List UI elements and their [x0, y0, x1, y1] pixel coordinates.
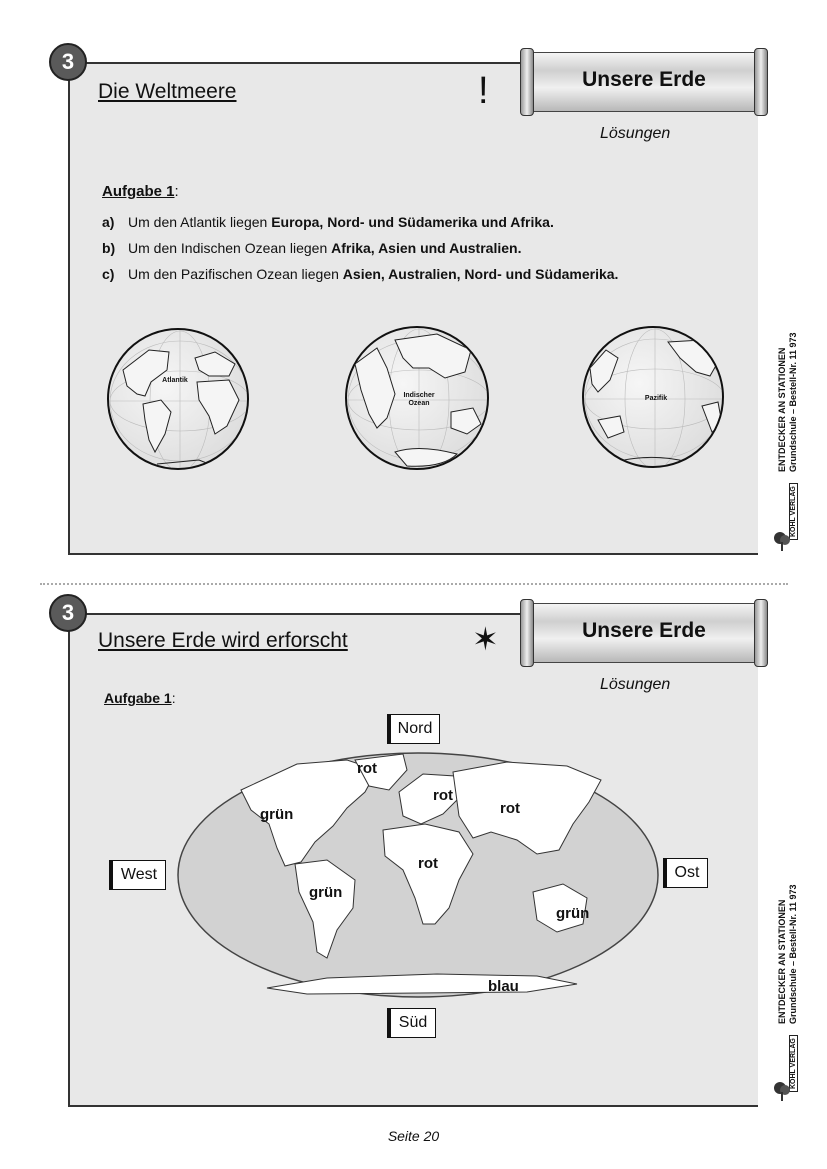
- answer-c: [102, 266, 618, 282]
- station-number-badge-1: 3: [49, 43, 87, 81]
- card-1-top-line: [68, 62, 520, 64]
- task-1-colon: :: [174, 183, 179, 200]
- direction-east-box: Ost: [666, 858, 708, 888]
- task-2-colon: :: [171, 690, 176, 706]
- map-label-europe: rot: [433, 787, 453, 804]
- page-number: Seite 20: [387, 1128, 440, 1144]
- side-publisher-text-2: [777, 884, 799, 1024]
- globe-indian-ocean-label: Indischer Ozean: [403, 392, 435, 407]
- answer-c-bold: Asien, Australien, Nord- und Südamerika.: [342, 266, 619, 282]
- exclamation-mark-icon: !: [478, 70, 489, 112]
- answer-b-bold: Afrika, Asien und Australien.: [331, 240, 522, 256]
- globe-atlantic-label: Atlantik: [162, 377, 188, 384]
- publisher-logo-1: KOHL VERLAG: [789, 483, 798, 540]
- map-label-asia: rot: [500, 800, 520, 817]
- solutions-subtitle-1: Lösungen: [600, 125, 671, 142]
- side-publisher-text-1: [777, 332, 799, 472]
- side-order-number-1: Grundschule – Bestell-Nr. 11 973: [788, 332, 798, 472]
- answer-b: [102, 240, 521, 256]
- answer-c-letter: c): [102, 266, 115, 282]
- publisher-logo-2: KOHL VERLAG: [789, 1035, 798, 1092]
- globe-pacific-label: Pazifik: [644, 395, 668, 402]
- answer-b-text: Um den Indischen Ozean liegen: [128, 240, 332, 256]
- map-label-greenland: rot: [357, 760, 377, 777]
- map-label-north-america: grün: [260, 806, 294, 823]
- map-label-south-america: grün: [309, 884, 343, 901]
- globe-atlantic: [107, 328, 249, 470]
- banner-2-text: Unsere Erde: [582, 619, 706, 642]
- star-icon: ✶: [472, 621, 499, 657]
- direction-north-box: Nord: [390, 714, 440, 744]
- station-number-badge-2: 3: [49, 594, 87, 632]
- globe-pacific: [582, 326, 724, 468]
- banner-2: [520, 603, 768, 665]
- task-2-heading: [104, 690, 176, 706]
- tree-logo-icon: [771, 1080, 793, 1102]
- banner-1: [520, 52, 768, 114]
- direction-west-box: West: [112, 860, 166, 890]
- globe-atlantic-map-icon: [109, 330, 249, 470]
- map-label-australia: grün: [556, 905, 590, 922]
- card-1-title: Die Weltmeere: [98, 80, 237, 103]
- card-2-top-line: [68, 613, 520, 615]
- answer-c-text: Um den Pazifischen Ozean liegen: [128, 266, 343, 282]
- task-1-label: Aufgabe 1: [102, 183, 175, 200]
- answer-a-letter: a): [102, 214, 115, 230]
- banner-1-text: Unsere Erde: [582, 68, 706, 91]
- side-series-title-2: ENTDECKER AN STATIONEN: [777, 899, 787, 1024]
- task-1-heading: [102, 183, 179, 200]
- map-label-africa: rot: [418, 855, 438, 872]
- side-series-title-1: ENTDECKER AN STATIONEN: [777, 347, 787, 472]
- card-2-title: Unsere Erde wird erforscht: [98, 629, 348, 652]
- solutions-subtitle-2: Lösungen: [600, 676, 671, 693]
- map-label-antarctica: blau: [488, 978, 519, 995]
- task-2-label: Aufgabe 1: [104, 690, 172, 706]
- direction-south-box: Süd: [390, 1008, 436, 1038]
- globe-indian-ocean: [345, 326, 489, 470]
- answer-a-bold: Europa, Nord- und Südamerika und Afrika.: [271, 214, 554, 230]
- answer-a-text: Um den Atlantik liegen: [128, 214, 272, 230]
- side-order-number-2: Grundschule – Bestell-Nr. 11 973: [788, 884, 798, 1024]
- answer-b-letter: b): [102, 240, 116, 256]
- world-map: [177, 752, 659, 998]
- tree-logo-icon: [771, 530, 793, 552]
- answer-a: [102, 214, 554, 230]
- dotted-divider: [40, 583, 788, 585]
